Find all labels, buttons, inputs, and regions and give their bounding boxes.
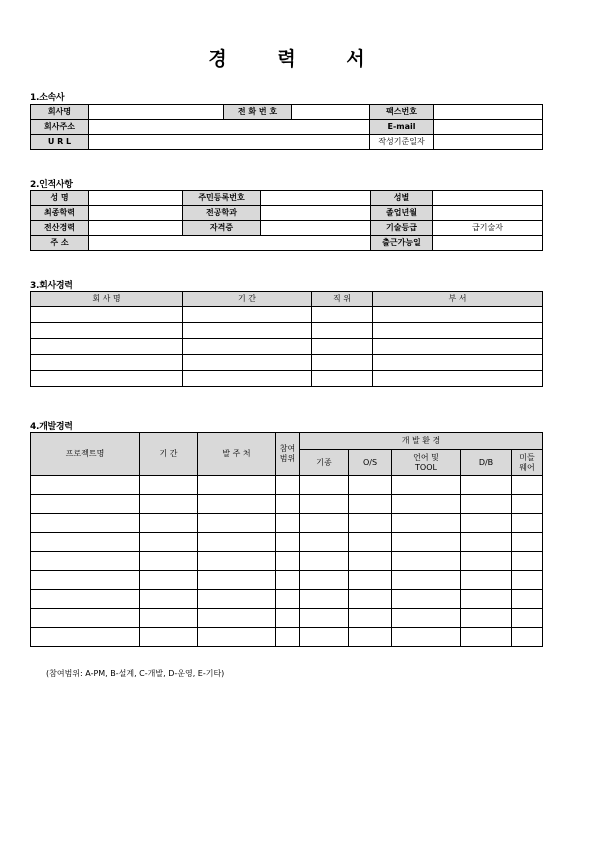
- col-header-db: D/B: [461, 450, 512, 476]
- career-position-cell[interactable]: [312, 307, 373, 323]
- company-address-field[interactable]: [89, 120, 370, 135]
- col-header-role: [276, 433, 300, 476]
- section-heading-affiliation: 1.소속사: [30, 93, 65, 103]
- dev-lang-cell[interactable]: [392, 476, 461, 495]
- dev-role-cell[interactable]: [276, 533, 300, 552]
- dev-role-cell[interactable]: [276, 514, 300, 533]
- dev-career-table: [30, 432, 543, 647]
- career-row: [31, 355, 543, 371]
- col-header-lang-tool: [392, 450, 461, 476]
- dev-middleware-cell[interactable]: [512, 552, 543, 571]
- career-row: [31, 307, 543, 323]
- gender-label: 성별: [371, 191, 433, 206]
- dev-project-cell[interactable]: [31, 609, 140, 628]
- dev-lang-cell[interactable]: [392, 590, 461, 609]
- dev-role-cell[interactable]: [276, 628, 300, 647]
- url-field[interactable]: [89, 135, 370, 150]
- lang-label-line2: TOOL: [415, 462, 437, 472]
- career-company-cell[interactable]: [31, 355, 183, 371]
- email-label: E-mail: [370, 120, 434, 135]
- dev-project-cell[interactable]: [31, 590, 140, 609]
- dev-os-cell[interactable]: [349, 476, 392, 495]
- career-period-cell[interactable]: [183, 371, 312, 387]
- role-legend-note: (참여범위: A-PM, B-설계, C-개발, D-운영, E-기타): [46, 669, 225, 678]
- col-header-project: 프로젝트명: [31, 433, 140, 476]
- dev-role-cell[interactable]: [276, 495, 300, 514]
- address-field[interactable]: [89, 236, 371, 251]
- dev-os-cell[interactable]: [349, 609, 392, 628]
- col-header-period: 기 간: [183, 292, 312, 307]
- available-date-field[interactable]: [433, 236, 543, 251]
- career-row: [31, 323, 543, 339]
- phone-label: 전 화 번 호: [224, 105, 292, 120]
- dev-project-cell[interactable]: [31, 514, 140, 533]
- dev-role-cell[interactable]: [276, 476, 300, 495]
- career-company-cell[interactable]: [31, 371, 183, 387]
- dev-machine-cell[interactable]: [300, 514, 349, 533]
- major-label: 전공학과: [183, 206, 261, 221]
- tech-grade-label: 기술등급: [371, 221, 433, 236]
- dev-machine-cell[interactable]: [300, 495, 349, 514]
- dev-middleware-cell[interactable]: [512, 571, 543, 590]
- dev-client-cell[interactable]: [198, 552, 276, 571]
- dev-client-cell[interactable]: [198, 628, 276, 647]
- dev-client-cell[interactable]: [198, 571, 276, 590]
- education-field[interactable]: [89, 206, 183, 221]
- dev-row: [31, 514, 543, 533]
- company-name-field[interactable]: [89, 105, 224, 120]
- email-field[interactable]: [434, 120, 543, 135]
- career-company-cell[interactable]: [31, 307, 183, 323]
- col-header-company: 회 사 명: [31, 292, 183, 307]
- dev-machine-cell[interactable]: [300, 571, 349, 590]
- dev-row: [31, 476, 543, 495]
- dev-machine-cell[interactable]: [300, 552, 349, 571]
- section-heading-personal: 2.인적사항: [30, 180, 73, 190]
- dev-client-cell[interactable]: [198, 514, 276, 533]
- dev-row: [31, 552, 543, 571]
- dev-machine-cell[interactable]: [300, 533, 349, 552]
- career-position-cell[interactable]: [312, 371, 373, 387]
- graduation-field[interactable]: [433, 206, 543, 221]
- dev-machine-cell[interactable]: [300, 590, 349, 609]
- dev-row: [31, 628, 543, 647]
- mw-label-line1: 미들: [519, 452, 535, 462]
- company-address-label: 회사주소: [31, 120, 89, 135]
- dev-middleware-cell[interactable]: [512, 533, 543, 552]
- dev-lang-cell[interactable]: [392, 495, 461, 514]
- dev-db-cell[interactable]: [461, 533, 512, 552]
- dev-role-cell[interactable]: [276, 609, 300, 628]
- dev-db-cell[interactable]: [461, 476, 512, 495]
- dev-os-cell[interactable]: [349, 590, 392, 609]
- dev-project-cell[interactable]: [31, 495, 140, 514]
- dev-period-cell[interactable]: [140, 533, 198, 552]
- dev-middleware-cell[interactable]: [512, 495, 543, 514]
- dev-os-cell[interactable]: [349, 628, 392, 647]
- dev-client-cell[interactable]: [198, 533, 276, 552]
- dev-middleware-cell[interactable]: [512, 590, 543, 609]
- dev-career-rows: [31, 476, 543, 647]
- available-date-label: 출근가능일: [371, 236, 433, 251]
- dev-row: [31, 495, 543, 514]
- dev-period-cell[interactable]: [140, 609, 198, 628]
- computer-career-label: 전산경력: [31, 221, 89, 236]
- career-row: [31, 371, 543, 387]
- dev-lang-cell[interactable]: [392, 571, 461, 590]
- dev-period-cell[interactable]: [140, 514, 198, 533]
- dev-project-cell[interactable]: [31, 476, 140, 495]
- dev-db-cell[interactable]: [461, 628, 512, 647]
- career-period-cell[interactable]: [183, 307, 312, 323]
- dev-period-cell[interactable]: [140, 590, 198, 609]
- mw-label-line2: 웨어: [519, 462, 535, 472]
- dev-project-cell[interactable]: [31, 628, 140, 647]
- col-header-dev-env: 개 발 환 경: [300, 433, 543, 450]
- career-position-cell[interactable]: [312, 339, 373, 355]
- role-label-line1: 참여: [279, 444, 296, 453]
- dev-row: [31, 590, 543, 609]
- dev-period-cell[interactable]: [140, 571, 198, 590]
- affiliation-table: [30, 104, 543, 150]
- name-label: 성 명: [31, 191, 89, 206]
- career-period-cell[interactable]: [183, 339, 312, 355]
- col-header-client: 발 주 처: [198, 433, 276, 476]
- dev-role-cell[interactable]: [276, 571, 300, 590]
- dev-lang-cell[interactable]: [392, 628, 461, 647]
- resident-no-field[interactable]: [261, 191, 371, 206]
- phone-field[interactable]: [292, 105, 370, 120]
- dev-row: [31, 571, 543, 590]
- career-department-cell[interactable]: [373, 355, 543, 371]
- dev-db-cell[interactable]: [461, 514, 512, 533]
- col-header-department: 부 서: [373, 292, 543, 307]
- document-title: 경 력 서: [208, 48, 387, 70]
- address-label: 주 소: [31, 236, 89, 251]
- career-position-cell[interactable]: [312, 355, 373, 371]
- career-period-cell[interactable]: [183, 355, 312, 371]
- dev-client-cell[interactable]: [198, 590, 276, 609]
- personal-info-table: [30, 190, 543, 251]
- company-career-rows: [31, 307, 543, 387]
- fax-field[interactable]: [434, 105, 543, 120]
- career-position-cell[interactable]: [312, 323, 373, 339]
- fax-label: 팩스번호: [370, 105, 434, 120]
- role-label-line2: 범위: [279, 454, 296, 463]
- col-header-position: 직 위: [312, 292, 373, 307]
- dev-row: [31, 533, 543, 552]
- col-header-machine: 기종: [300, 450, 349, 476]
- dev-role-cell[interactable]: [276, 590, 300, 609]
- graduation-label: 졸업년월: [371, 206, 433, 221]
- career-company-cell[interactable]: [31, 339, 183, 355]
- name-field[interactable]: [89, 191, 183, 206]
- lang-label-line1: 언어 및: [413, 452, 439, 462]
- career-department-cell[interactable]: [373, 339, 543, 355]
- dev-middleware-cell[interactable]: [512, 628, 543, 647]
- career-department-cell[interactable]: [373, 307, 543, 323]
- certificate-label: 자격증: [183, 221, 261, 236]
- dev-period-cell[interactable]: [140, 552, 198, 571]
- dev-period-cell[interactable]: [140, 476, 198, 495]
- url-label: U R L: [31, 135, 89, 150]
- col-header-dev-period: 기 간: [140, 433, 198, 476]
- dev-db-cell[interactable]: [461, 609, 512, 628]
- dev-machine-cell[interactable]: [300, 476, 349, 495]
- dev-role-cell[interactable]: [276, 552, 300, 571]
- computer-career-field[interactable]: [89, 221, 183, 236]
- section-heading-dev-career: 4.개발경력: [30, 422, 73, 432]
- dev-machine-cell[interactable]: [300, 609, 349, 628]
- dev-os-cell[interactable]: [349, 552, 392, 571]
- dev-os-cell[interactable]: [349, 495, 392, 514]
- dev-client-cell[interactable]: [198, 609, 276, 628]
- dev-row: [31, 609, 543, 628]
- col-header-os: O/S: [349, 450, 392, 476]
- dev-lang-cell[interactable]: [392, 552, 461, 571]
- dev-db-cell[interactable]: [461, 571, 512, 590]
- dev-client-cell[interactable]: [198, 495, 276, 514]
- author-date-label: 작성기준일자: [370, 135, 434, 150]
- career-department-cell[interactable]: [373, 323, 543, 339]
- dev-db-cell[interactable]: [461, 495, 512, 514]
- career-row: [31, 339, 543, 355]
- dev-client-cell[interactable]: [198, 476, 276, 495]
- dev-period-cell[interactable]: [140, 495, 198, 514]
- dev-project-cell[interactable]: [31, 533, 140, 552]
- company-career-table: [30, 291, 543, 387]
- dev-middleware-cell[interactable]: [512, 609, 543, 628]
- resident-no-label: 주민등록번호: [183, 191, 261, 206]
- dev-os-cell[interactable]: [349, 514, 392, 533]
- dev-project-cell[interactable]: [31, 552, 140, 571]
- dev-lang-cell[interactable]: [392, 514, 461, 533]
- dev-middleware-cell[interactable]: [512, 514, 543, 533]
- dev-db-cell[interactable]: [461, 552, 512, 571]
- career-department-cell[interactable]: [373, 371, 543, 387]
- dev-os-cell[interactable]: [349, 533, 392, 552]
- dev-project-cell[interactable]: [31, 571, 140, 590]
- career-period-cell[interactable]: [183, 323, 312, 339]
- tech-grade-field[interactable]: 급기술자: [433, 221, 543, 236]
- company-name-label: 회사명: [31, 105, 89, 120]
- author-date-field[interactable]: [434, 135, 543, 150]
- career-company-cell[interactable]: [31, 323, 183, 339]
- col-header-middleware: [512, 450, 543, 476]
- dev-db-cell[interactable]: [461, 590, 512, 609]
- dev-machine-cell[interactable]: [300, 628, 349, 647]
- dev-middleware-cell[interactable]: [512, 476, 543, 495]
- certificate-field[interactable]: [261, 221, 371, 236]
- section-heading-company-career: 3.회사경력: [30, 281, 73, 291]
- gender-field[interactable]: [433, 191, 543, 206]
- dev-period-cell[interactable]: [140, 628, 198, 647]
- dev-lang-cell[interactable]: [392, 533, 461, 552]
- dev-os-cell[interactable]: [349, 571, 392, 590]
- education-label: 최종학력: [31, 206, 89, 221]
- dev-lang-cell[interactable]: [392, 609, 461, 628]
- major-field[interactable]: [261, 206, 371, 221]
